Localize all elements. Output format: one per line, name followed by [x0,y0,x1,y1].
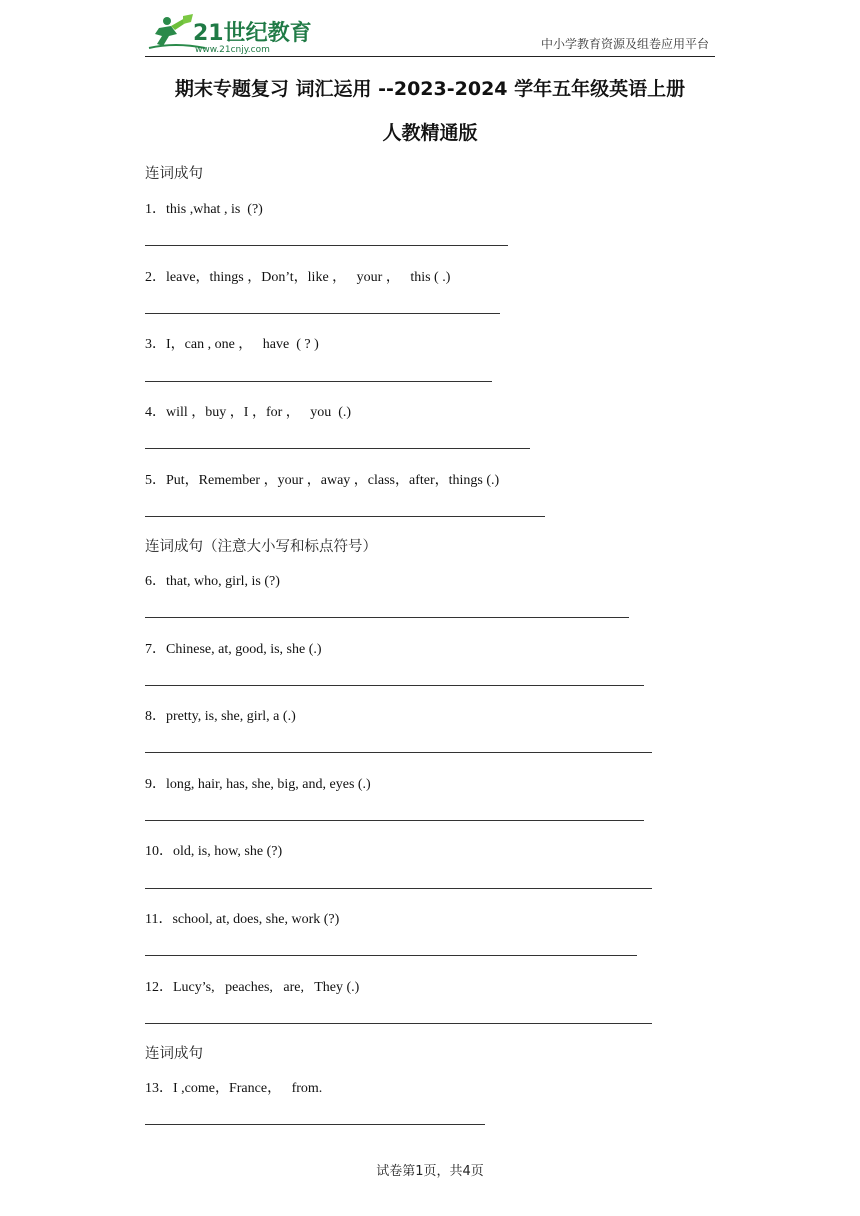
runner-logo-icon [145,12,315,56]
page-header [145,12,715,57]
answer-line[interactable] [145,448,530,449]
question-item: 3．I，can , one ， have ( ? ) [145,337,319,352]
answer-line[interactable] [145,313,500,314]
page-title: 期末专题复习 词汇运用 --2023-2024 学年五年级英语上册 [174,78,686,100]
section-heading: 连词成句 [145,1046,203,1062]
answer-line[interactable] [145,245,508,246]
answer-line[interactable] [145,820,644,821]
section-heading: 连词成句（注意大小写和标点符号） [145,539,377,555]
answer-line[interactable] [145,381,492,382]
question-item: 12．Lucy’s, peaches, are, They (.) [145,980,360,995]
question-item: 7．Chinese, at, good, is, she (.) [145,642,322,657]
svg-text:21世纪教育: 21世纪教育 [193,21,312,46]
question-item: 11．school, at, does, she, work (?) [145,912,340,927]
question-item: 8．pretty, is, she, girl, a (.) [145,709,296,724]
question-item: 6．that, who, girl, is (?) [145,574,280,589]
question-item: 9．long, hair, has, she, big, and, eyes (.) [145,777,371,792]
answer-line[interactable] [145,685,644,686]
question-item: 2．leave，things ，Don’t，like ， your ， this ( .) [145,270,451,285]
question-item: 4．will ，buy ，I ，for ， you (.) [145,405,352,420]
answer-line[interactable] [145,752,652,753]
answer-line[interactable] [145,955,637,956]
platform-name: 中小学教育资源及组卷应用平台 [540,37,709,51]
answer-line[interactable] [145,1023,652,1024]
site-logo [145,12,315,56]
question-item: 13．I ,come，France， from. [145,1081,323,1096]
svg-text:www.21cnjy.com: www.21cnjy.com [195,45,270,55]
page-footer: 试卷第1页，共4页 [376,1164,484,1179]
answer-line[interactable] [145,1124,485,1125]
answer-line[interactable] [145,888,652,889]
section-heading: 连词成句 [145,166,203,182]
question-item: 5．Put，Remember ，your ，away ，class，after，things (.) [145,473,500,488]
question-item: 10．old, is, how, she (?) [145,844,283,859]
page-subtitle: 人教精通版 [382,122,478,144]
answer-line[interactable] [145,516,545,517]
question-item: 1．this ,what , is (?) [145,202,263,217]
answer-line[interactable] [145,617,629,618]
